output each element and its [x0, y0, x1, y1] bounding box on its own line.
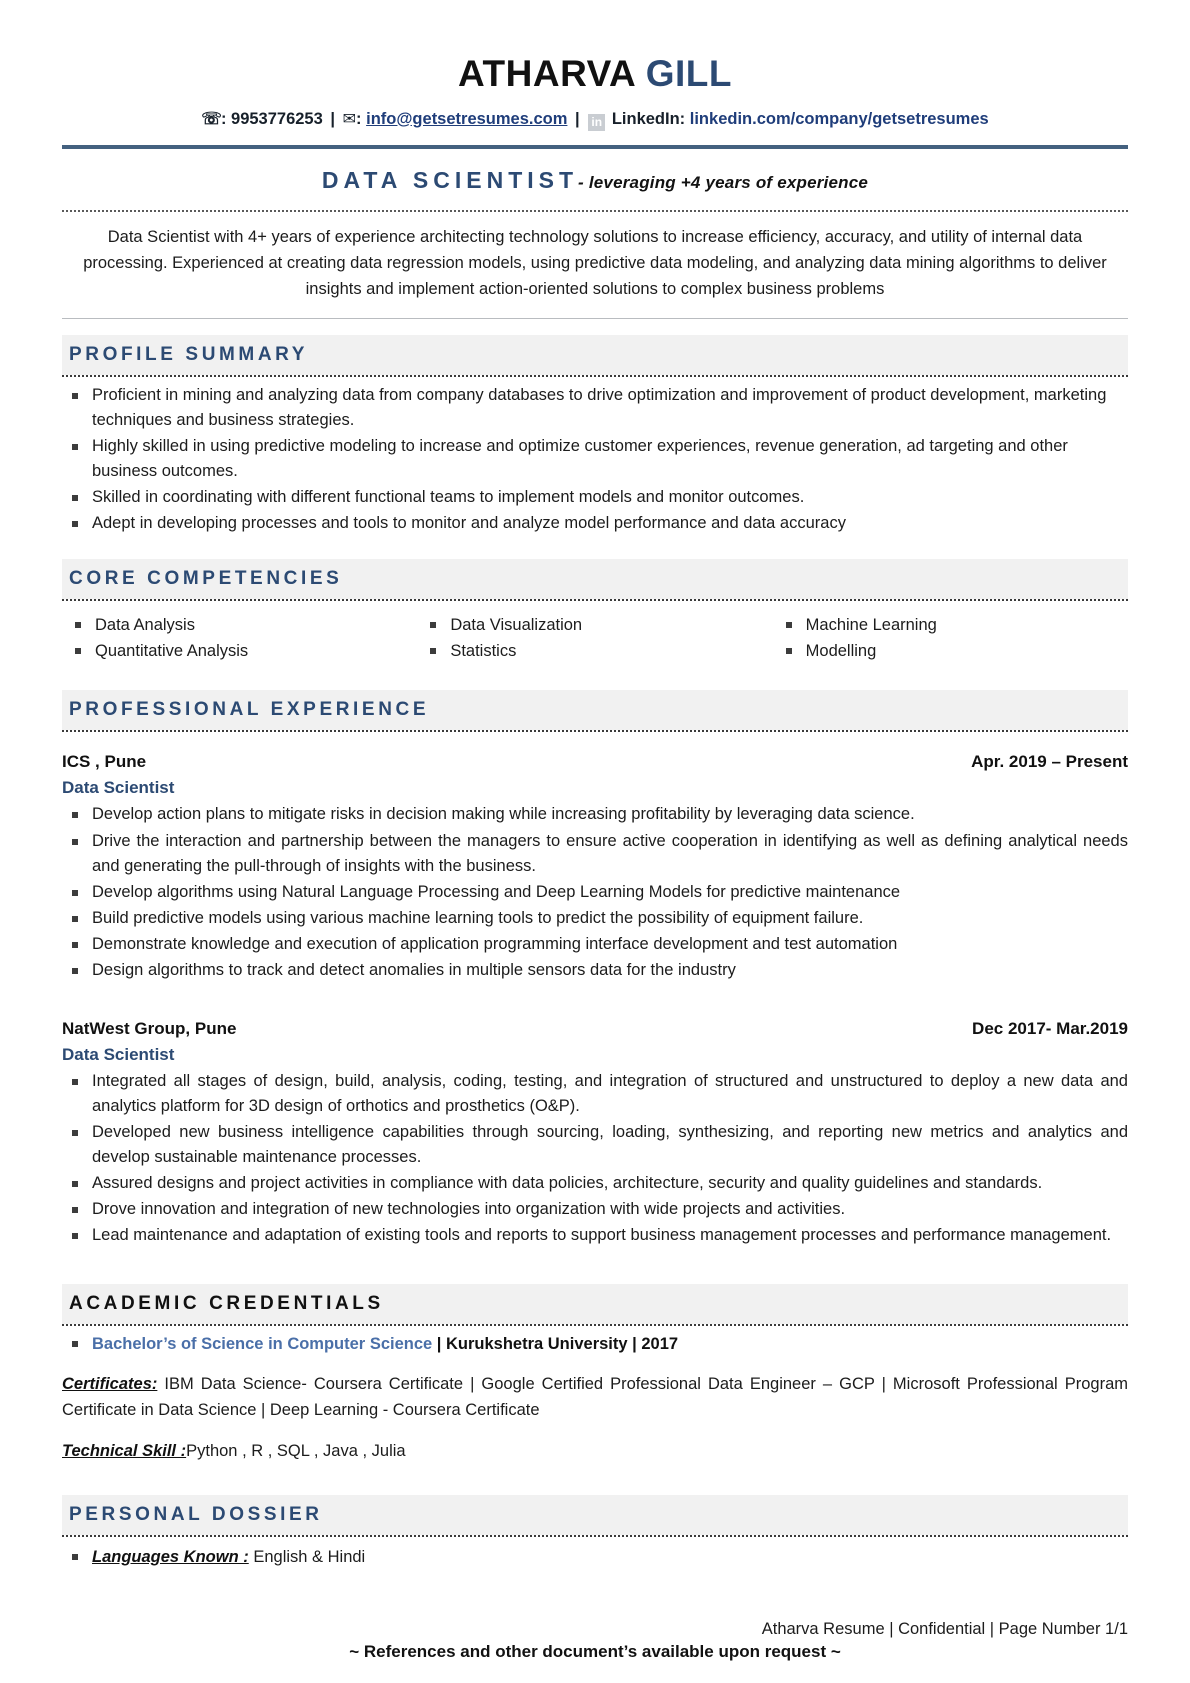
technical-skill-label: Technical Skill : — [62, 1442, 187, 1461]
experience-bullets — [62, 1069, 1128, 1249]
list-item: Data Analysis — [62, 612, 417, 638]
degree-institution: | Kurukshetra University | 2017 — [432, 1334, 679, 1353]
headline-role: DATA SCIENTIST — [321, 166, 579, 193]
company-name: NatWest Group, Pune — [62, 1019, 237, 1039]
candidate-name — [62, 54, 1128, 95]
first-name: ATHARVA — [458, 53, 635, 94]
spacer — [62, 1465, 1128, 1495]
section-header-professional-experience: PROFESSIONAL EXPERIENCE — [62, 690, 1128, 730]
list-item: Integrated all stages of design, build, analysis, coding, testing, and integration of structured and unstructured to deploy a new data and analytics platform for 3D design of orthotics and prosthetics (O&P). — [62, 1069, 1128, 1119]
list-item: Proficient in mining and analyzing data from company databases to drive optimization and improvement of product development, marketing techniques and business strategies. — [62, 383, 1128, 433]
technical-skill-value: Python , R , SQL , Java , Julia — [186, 1442, 406, 1461]
spacer — [62, 537, 1128, 559]
list-item: Skilled in coordinating with different functional teams to implement models and monitor outcomes. — [62, 485, 1128, 510]
list-item: Drive the interaction and partnership between the managers to ensure active cooperation in identifying as well as defining analytical needs and generating the pull-through of insights with the business. — [62, 829, 1128, 879]
header-divider — [62, 145, 1128, 149]
experience-header — [62, 1019, 1128, 1039]
envelope-icon: ✉ — [342, 110, 357, 128]
section-header-personal-dossier: PERSONAL DOSSIER — [62, 1495, 1128, 1535]
core-competencies-grid — [62, 607, 1128, 668]
list-item: Assured designs and project activities in compliance with data policies, architecture, security and quality guidelines and standards. — [62, 1171, 1128, 1196]
company-name: ICS , Pune — [62, 752, 147, 772]
headline-tagline: - leveraging +4 years of experience — [578, 172, 869, 192]
references-note: ~ References and other document’s available upon request ~ — [349, 1641, 841, 1661]
profile-summary-list — [62, 383, 1128, 536]
list-item: Design algorithms to track and detect anomalies in multiple sensors data for the industry — [62, 958, 1128, 983]
experience-bullets — [62, 802, 1128, 983]
page-footer: Atharva Resume | Confidential | Page Number 1/1 — [761, 1620, 1128, 1638]
education-entry — [62, 1332, 1128, 1357]
list-item: Developed new business intelligence capabilities through sourcing, loading, synthesizing, and reporting new metrics and analytics and develop sustainable maintenance processes. — [62, 1120, 1128, 1170]
objective-divider — [62, 318, 1128, 319]
section-header-core-competencies: CORE COMPETENCIES — [62, 559, 1128, 599]
certificates-value: IBM Data Science- Coursera Certificate | Google Certified Professional Data Engineer – GCP | Microsoft Professional Program Certificate in Data Science | Deep Learning - Coursera Certificate — [62, 1375, 1128, 1419]
experience-entry — [62, 752, 1128, 983]
employment-dates: Dec 2017- Mar.2019 — [972, 1019, 1128, 1039]
technical-skill-line — [62, 1439, 1128, 1465]
job-title: Data Scientist — [62, 1045, 175, 1065]
employment-dates: Apr. 2019 – Present — [971, 752, 1128, 772]
list-item: Data Visualization — [417, 612, 772, 638]
list-item: Highly skilled in using predictive modeling to increase and optimize customer experiences, revenue generation, ad targeting and other business outcomes. — [62, 434, 1128, 484]
section-underline — [62, 599, 1128, 601]
list-item: Demonstrate knowledge and execution of application programming interface development and test automation — [62, 932, 1128, 957]
contact-separator-1: | — [330, 109, 336, 128]
languages-line — [62, 1545, 1128, 1570]
linkedin-label: LinkedIn: — [611, 109, 686, 128]
section-header-profile-summary: PROFILE SUMMARY — [62, 335, 1128, 375]
section-underline — [62, 375, 1128, 377]
linkedin-url[interactable]: linkedin.com/company/getsetresumes — [689, 109, 989, 128]
section-underline — [62, 1535, 1128, 1537]
phone-icon: ☏ — [201, 109, 221, 128]
section-underline — [62, 730, 1128, 732]
languages-label: Languages Known : — [92, 1548, 249, 1566]
list-item: Build predictive models using various machine learning tools to predict the possibility of equipment failure. — [62, 906, 1128, 931]
linkedin-icon: in — [588, 114, 605, 131]
experience-header — [62, 752, 1128, 772]
certificates-label: Certificates: — [62, 1375, 158, 1394]
list-item: Quantitative Analysis — [62, 638, 417, 664]
spacer — [62, 1250, 1128, 1284]
experience-entry — [62, 1019, 1128, 1249]
list-item: Lead maintenance and adaptation of existing tools and reports to support business management processes and performance management. — [62, 1223, 1128, 1248]
email-colon: : — [356, 109, 362, 128]
list-item: Statistics — [417, 638, 772, 664]
list-item: Develop algorithms using Natural Language Processing and Deep Learning Models for predictive maintenance — [62, 880, 1128, 905]
list-item: Develop action plans to mitigate risks in decision making while increasing profitability by leveraging data science. — [62, 802, 1128, 827]
degree-name: Bachelor’s of Science in Computer Science — [92, 1334, 433, 1353]
list-item: Machine Learning — [773, 612, 1128, 638]
certificates-line — [62, 1372, 1128, 1423]
headline — [62, 167, 1128, 194]
list-item: Adept in developing processes and tools to monitor and analyze model performance and data accuracy — [62, 511, 1128, 536]
phone-number: : 9953776253 — [220, 109, 323, 128]
last-name: GILL — [645, 53, 732, 94]
section-header-academic-credentials: ACADEMIC CREDENTIALS — [62, 1284, 1128, 1324]
languages-value: English & Hindi — [248, 1548, 366, 1566]
spacer — [62, 668, 1128, 690]
list-item: Drove innovation and integration of new technologies into organization with wide projects and activities. — [62, 1197, 1128, 1222]
list-item: Modelling — [773, 638, 1128, 664]
contact-separator-2: | — [575, 109, 580, 128]
email-link[interactable]: info@getsetresumes.com — [366, 109, 568, 128]
section-underline — [62, 1324, 1128, 1326]
objective-text: Data Scientist with 4+ years of experience architecting technology solutions to increase efficiency, accuracy, and utility of internal data processing. Experienced at creating data regression models, using predictive data modeling, and analyzing data mining algorithms to deliver insights and implement action-oriented solutions to complex business problems — [83, 227, 1107, 298]
contact-line — [62, 109, 1128, 131]
job-title: Data Scientist — [62, 778, 175, 798]
